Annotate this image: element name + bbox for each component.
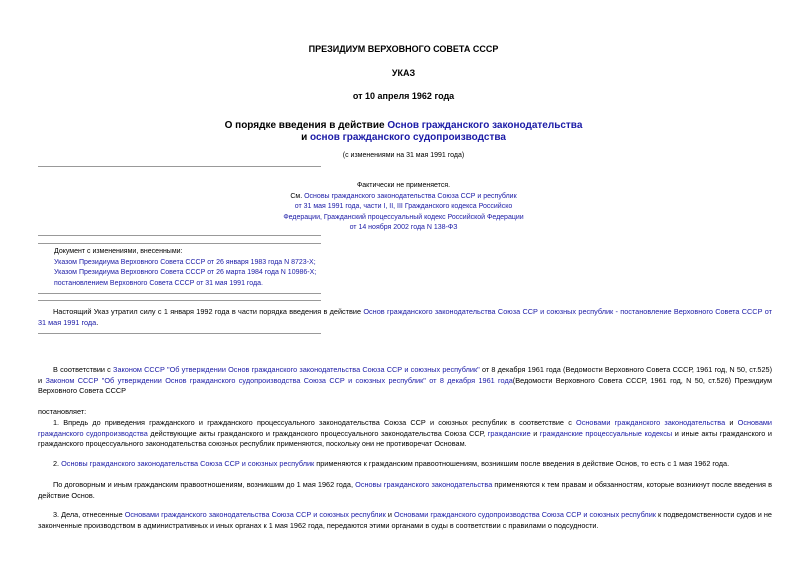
article-2: 2. Основы гражданского законодательства Союза ССР и союзных республик применяются к гражданским правоотношениям, возникшим после введения в действие Основ, то есть с 1 мая 1962 года. — [53, 459, 730, 468]
notice-link-fundamentals[interactable]: Основы гражданского законодательства Союза ССР и республик — [304, 192, 517, 200]
amendment-link[interactable]: Указом Президиума Верховного Совета СССР от 26 января 1983 года N 8723-X; — [54, 258, 316, 266]
amendments-block — [54, 247, 316, 289]
notice-block — [0, 181, 807, 234]
document-title — [0, 120, 807, 144]
amendment-link[interactable]: постановлением Верховного Совета СССР от 31 мая 1991 года. — [54, 279, 263, 287]
article-2-link[interactable]: Основы гражданского законодательства Союза ССР и союзных республик — [61, 459, 315, 468]
document-type: УКАЗ — [391, 68, 416, 78]
article-3-link-2[interactable]: Основами гражданского судопроизводства Союза ССР и союзных республик — [394, 510, 656, 519]
notice-line: См. Основы гражданского законодательства Союза ССР и республик — [290, 192, 517, 200]
notice-link-civil-code-2[interactable]: Федерации, Гражданский процессуальный кодекс Российской Федерации — [283, 213, 524, 221]
expiry-link[interactable]: Основ гражданского законодательства Союза ССР и союзных республик - постановление Верховного Совета СССР от 31 мая 1991 года — [38, 307, 772, 327]
article-2-part-2: По договорным и иным гражданским правоотношениям, возникшим до 1 мая 1962 года, Основы гражданского законодательства применяются к тем правам и обязанностям, которые возникнут после введения в действие Основ. — [38, 480, 772, 500]
amended-note: (с изменениями на 31 мая 1991 года) — [342, 152, 465, 159]
law-link-civil[interactable]: Законом СССР "Об утверждении Основ гражданского законодательства Союза ССР и союзных республик" — [113, 365, 480, 374]
decrees-label: постановляет: — [38, 407, 87, 416]
article-1-link-2[interactable]: Основами гражданского судопроизводства — [38, 418, 772, 438]
issuing-body: ПРЕЗИДИУМ ВЕРХОВНОГО СОВЕТА СССР — [308, 44, 499, 54]
article-3: 3. Дела, отнесенные Основами гражданского законодательства Союза ССР и союзных республик и Основами гражданского судопроизводства Союза ССР и союзных республик к подведомственности судов и не законченные производством в административных и иных органах к 1 мая 1962 года, передаются этими органами в суды в соответствии с правилами о подсудности. — [38, 510, 772, 530]
notice-link-civil-code[interactable]: от 31 мая 1991 года, части I, II, III Гражданского кодекса Российско — [294, 203, 513, 210]
article-1-link-1[interactable]: Основами гражданского законодательства — [576, 418, 726, 427]
document-date: от 10 апреля 1962 года — [352, 91, 455, 101]
law-link-procedure[interactable]: Законом СССР "Об утверждении Основ гражданского судопроизводства Союза ССР и союзных республик" от 8 декабря 1961 года — [45, 375, 513, 385]
title-text-2: и — [301, 132, 311, 143]
title-text: О порядке введения в действие — [224, 120, 388, 131]
divider — [38, 333, 321, 334]
notice-link-civil-code-3[interactable]: от 14 ноября 2002 года N 138-ФЗ — [349, 224, 458, 231]
divider — [38, 166, 321, 167]
article-1-link-4[interactable]: гражданские процессуальные кодексы — [539, 428, 673, 438]
article-1: 1. Впредь до приведения гражданского и гражданского процессуального законодательства Союза ССР и союзных республик в соответствие с Основами гражданского законодательства и Основами гражданского судопроизводства действующие акты гражданского и гражданского процессуального законодательства Союза ССР, гражданские и гражданские процессуальные кодексы и иные акты гражданского и гражданского процессуального законодательства союзных республик применяются, поскольку они не противоречат Основам. — [38, 418, 773, 448]
preamble-paragraph: В соответствии с Законом СССР "Об утверждении Основ гражданского законодательства Союза ССР и союзных республик" от 8 декабря 1961 года (Ведомости Верховного Совета СССР, 1961 год, N 50, ст.525) и Законом СССР "Об утверждении Основ гражданского судопроизводства Союза ССР и союзных республик" от 8 декабря 1961 года(Ведомости Верховного Совета СССР, 1961 год, N 50, ст.526) Президиум Верховного Совета СССР — [38, 365, 773, 395]
article-2-part-2-link[interactable]: Основы гражданского законодательства — [355, 480, 493, 489]
divider — [38, 243, 321, 244]
title-link-civil-procedure[interactable]: основ гражданского судопроизводства — [310, 132, 506, 143]
divider — [38, 235, 321, 236]
amendment-link[interactable]: Указом Президиума Верховного Совета СССР от 26 марта 1984 года N 10986-X; — [54, 269, 317, 276]
expiry-note: Настоящий Указ утратил силу с 1 января 1992 года в части порядка введения в действие Основ гражданского законодательства Союза ССР и союзных республик - постановление Верховного Совета СССР от 31 мая 1991 года. — [38, 307, 772, 327]
title-link-civil-law[interactable]: Основ гражданского законодательства — [387, 120, 583, 131]
article-1-link-3[interactable]: гражданские — [487, 428, 531, 438]
notice-line: Фактически не применяется. — [356, 182, 451, 189]
divider — [38, 293, 321, 294]
amendments-heading: Документ с изменениями, внесенными: — [54, 248, 183, 255]
article-3-link-1[interactable]: Основами гражданского законодательства Союза ССР и союзных республик — [124, 510, 386, 519]
divider — [38, 300, 321, 301]
